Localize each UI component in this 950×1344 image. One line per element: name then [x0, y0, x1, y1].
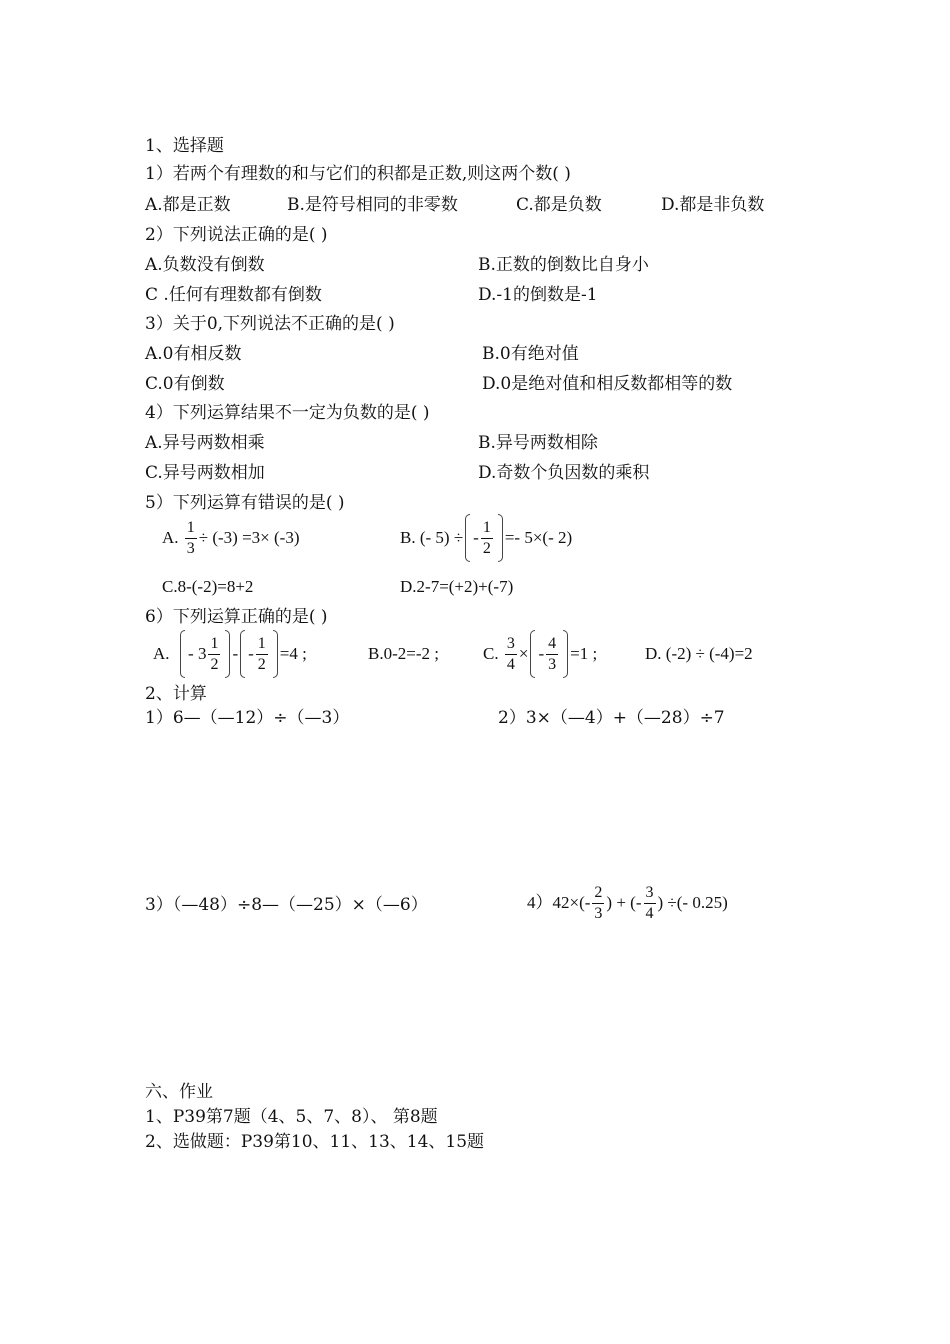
numerator: 2: [592, 885, 604, 904]
fraction: [208, 636, 220, 673]
q2-option-c: C .任何有理数都有倒数: [145, 285, 322, 305]
fraction: [644, 885, 656, 922]
q2-stem: 2）下列说法正确的是( ): [145, 225, 328, 245]
q5-a-expression: ÷ (-3) =3× (-3): [198, 528, 300, 547]
q6-c-label: C.: [483, 644, 499, 663]
q6-option-b: B.0-2=-2 ;: [368, 644, 439, 663]
q3-option-b: B.0有绝对值: [482, 344, 579, 364]
q1-option-c: C.都是负数: [516, 195, 602, 215]
p4-prefix: 4）42×(-: [527, 893, 591, 912]
q6-stem: 6）下列运算正确的是( ): [145, 607, 328, 627]
numerator: 1: [185, 520, 197, 539]
q4-option-d: D.奇数个负因数的乘积: [478, 463, 650, 483]
minus-sign: -: [538, 644, 545, 663]
minus-sign: -: [232, 644, 239, 663]
left-paren: [530, 630, 535, 678]
q5-a-label: A.: [162, 528, 179, 547]
calc-problem-1: 1）6—（—12）÷（—3）: [145, 708, 350, 728]
q1-option-a: A.都是正数: [145, 195, 231, 215]
q5-b-prefix: (- 5) ÷: [419, 528, 464, 547]
q2-option-b: B.正数的倒数比自身小: [478, 255, 649, 275]
calc-problem-4: [527, 875, 728, 931]
right-paren: [273, 630, 278, 678]
section1-title: 1、选择题: [145, 136, 224, 156]
q2-option-a: A.负数没有倒数: [145, 255, 265, 275]
fraction: [481, 520, 493, 557]
p4-middle: ) + (-: [606, 893, 642, 912]
q5-b-label: B.: [400, 528, 416, 547]
section6-title: 六、作业: [145, 1082, 213, 1102]
denominator: 4: [645, 904, 654, 922]
denominator: 3: [186, 539, 195, 557]
q1-stem: 1）若两个有理数的和与它们的积都是正数,则这两个数( ): [145, 164, 571, 184]
right-paren: [563, 630, 568, 678]
q6-a-result: =4 ;: [279, 644, 307, 663]
homework-line-2: 2、选做题：P39第10、11、13、14、15题: [145, 1132, 485, 1152]
q5-option-a: [162, 510, 300, 566]
denominator: 4: [506, 655, 515, 673]
numerator: 3: [644, 885, 656, 904]
q3-option-a: A.0有相反数: [145, 344, 242, 364]
q6-option-d: D. (-2) ÷ (-4)=2: [645, 644, 753, 663]
whole-part: - 3: [188, 644, 207, 663]
numerator: 3: [505, 636, 517, 655]
q3-option-c: C.0有倒数: [145, 374, 225, 394]
minus-sign: -: [248, 644, 254, 663]
p4-rest: ) ÷(- 0.25): [657, 893, 728, 912]
section2-title: 2、计算: [145, 684, 207, 704]
denominator: 3: [594, 904, 603, 922]
q6-option-a: [153, 626, 307, 682]
fraction: [546, 636, 558, 673]
q4-option-b: B.异号两数相除: [478, 433, 598, 453]
q6-option-c: [483, 626, 597, 682]
numerator: 1: [256, 636, 268, 655]
left-paren: [465, 514, 470, 562]
fraction: [592, 885, 604, 922]
numerator: 1: [208, 636, 220, 655]
homework-line-1: 1、P39第7题（4、5、7、8）、 第8题: [145, 1107, 438, 1127]
calc-problem-3: 3）（—48）÷8—（—25）×（—6）: [145, 895, 428, 915]
q6-c-result: =1 ;: [570, 644, 598, 663]
q5-option-d: D.2-7=(+2)+(-7): [400, 577, 514, 596]
numerator: 4: [546, 636, 558, 655]
q3-stem: 3）关于0,下列说法不正确的是( ): [145, 314, 395, 334]
denominator: 2: [210, 655, 219, 673]
fraction: [185, 520, 197, 557]
q4-stem: 4）下列运算结果不一定为负数的是( ): [145, 403, 430, 423]
q4-option-a: A.异号两数相乘: [145, 433, 265, 453]
q5-b-expression: =- 5×(- 2): [504, 528, 573, 547]
numerator: 1: [481, 520, 493, 539]
right-paren: [498, 514, 503, 562]
denominator: 2: [482, 539, 491, 557]
q1-option-b: B.是符号相同的非零数: [287, 195, 458, 215]
q5-stem: 5）下列运算有错误的是( ): [145, 493, 345, 513]
right-paren: [225, 630, 230, 678]
q6-a-label: A.: [153, 644, 170, 663]
minus-sign: -: [473, 528, 479, 547]
q5-option-c: C.8-(-2)=8+2: [162, 577, 254, 596]
q5-option-b: [400, 510, 572, 566]
q2-option-d: D.-1的倒数是-1: [478, 285, 598, 305]
denominator: 3: [548, 655, 557, 673]
times-sign: ×: [518, 644, 529, 663]
q1-option-d: D.都是非负数: [661, 195, 765, 215]
calc-problem-2: 2）3×（—4）+（—28）÷7: [498, 708, 725, 728]
q4-option-c: C.异号两数相加: [145, 463, 265, 483]
fraction: [505, 636, 517, 673]
left-paren: [240, 630, 245, 678]
q3-option-d: D.0是绝对值和相反数都相等的数: [482, 374, 733, 394]
denominator: 2: [257, 655, 266, 673]
fraction: [256, 636, 268, 673]
left-paren: [180, 630, 185, 678]
